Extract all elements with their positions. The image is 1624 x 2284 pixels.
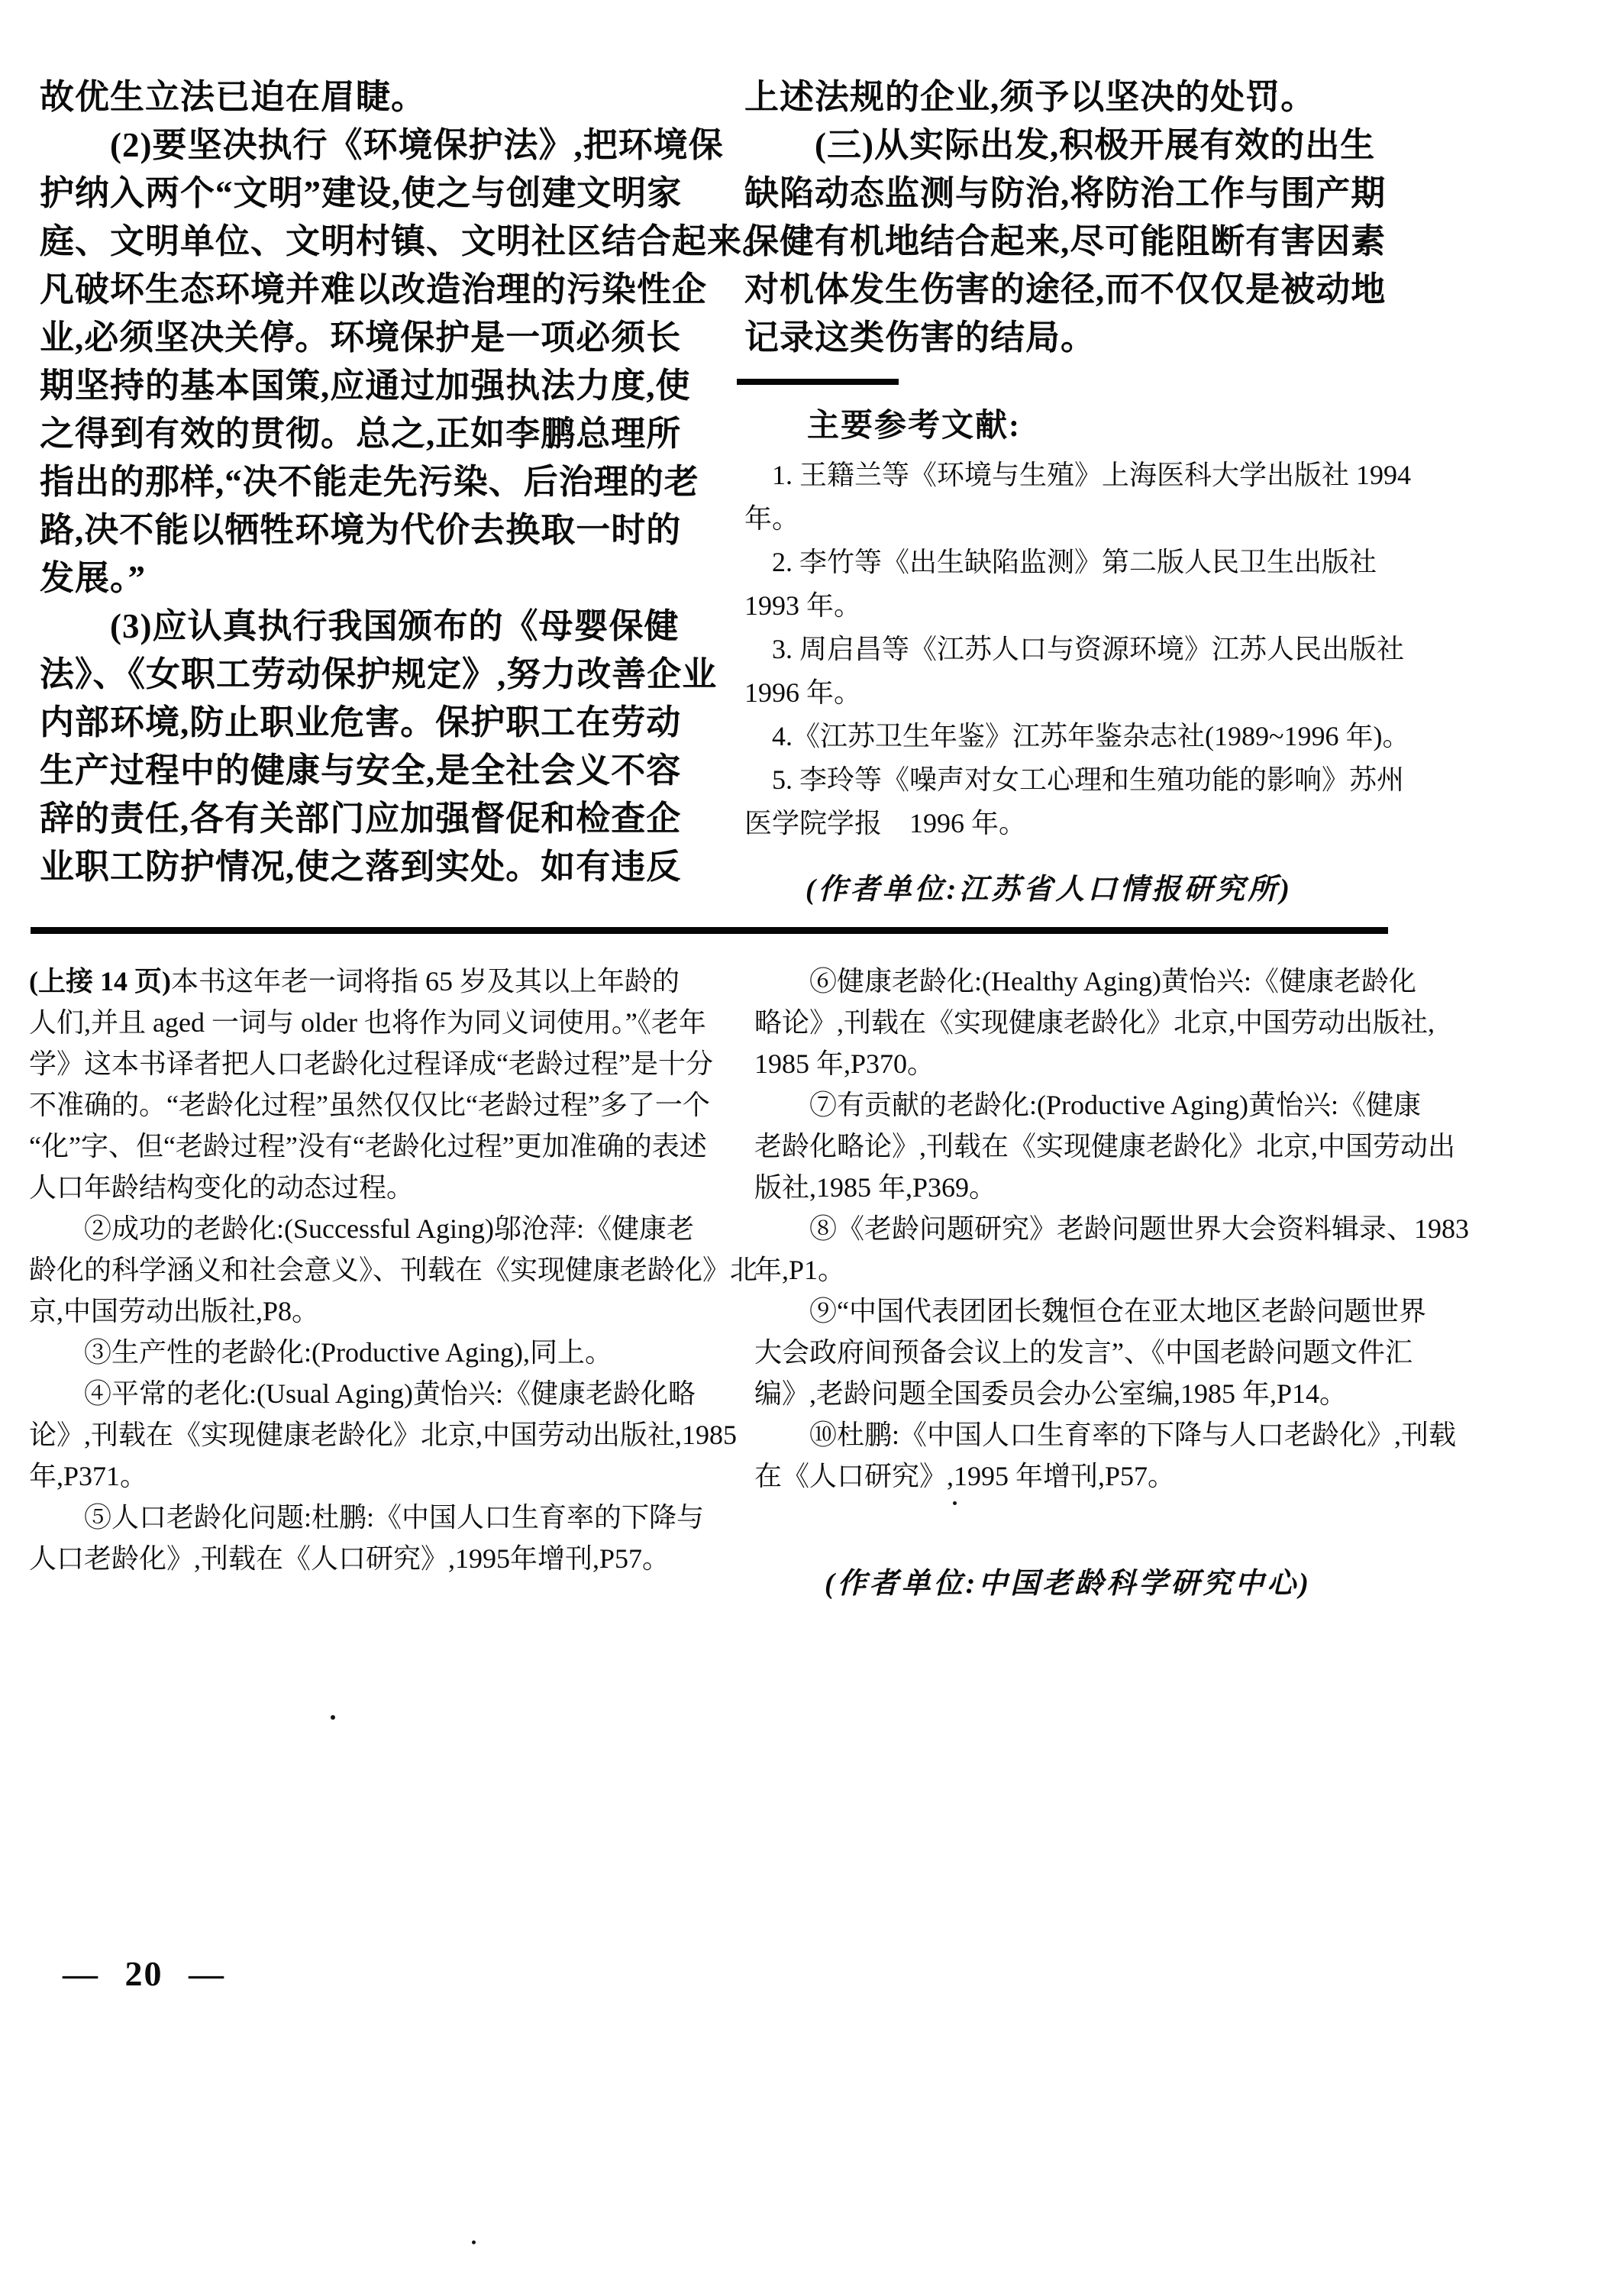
text-line: 4.《江苏卫生年鉴》江苏年鉴杂志社(1989~1996 年)。 xyxy=(744,721,1410,751)
text-line: 龄化的科学涵义和社会意义》、刊载在《实现健康老龄化》北 xyxy=(29,1255,758,1285)
text-line: ⑨“中国代表团团长魏恒仓在亚太地区老龄问题世界 xyxy=(754,1296,1426,1326)
text-line: 老龄化略论》,刊载在《实现健康老龄化》北京,中国劳动出 xyxy=(754,1131,1456,1161)
bottom-left-text-block xyxy=(29,1002,758,1579)
text-line: 上述法规的企业,须予以坚决的处罚。 xyxy=(744,78,1316,116)
text-line: 不准确的。“老龄化过程”虽然仅仅比“老龄过程”多了一个 xyxy=(29,1090,710,1120)
text-line: 2. 李竹等《出生缺陷监测》第二版人民卫生出版社 xyxy=(744,547,1377,577)
text-line: 记录这类伤害的结局。 xyxy=(744,318,1096,357)
bottom-left-column xyxy=(29,961,758,1579)
text-line xyxy=(29,961,733,1002)
top-right-text-block xyxy=(744,73,1386,362)
text-line: 庭、文明单位、文明村镇、文明社区结合起来。 xyxy=(40,222,778,260)
text-line: 年,P1。 xyxy=(754,1255,846,1285)
text-line: 辞的责任,各有关部门应加强督促和检查企 xyxy=(40,800,682,838)
text-line: 生产过程中的健康与安全,是全社会义不容 xyxy=(40,751,682,790)
text-line: ⑩杜鹏:《中国人口生育率的下降与人口老龄化》,刊载 xyxy=(754,1420,1457,1450)
text-line: 凡破坏生态环境并难以改造治理的污染性企 xyxy=(40,270,708,309)
text-line: 法》、《女职工劳动保护规定》,努力改善企业 xyxy=(40,655,718,693)
author-affiliation-right-top: (作者单位:江苏省人口情报研究所) xyxy=(806,874,1293,906)
text-line: 保健有机地结合起来,尽可能阻断有害因素 xyxy=(744,222,1387,260)
text-line: (三)从实际出发,积极开展有效的出生 xyxy=(744,126,1376,164)
text-line: 版社,1985 年,P369。 xyxy=(754,1172,997,1203)
text-line: 1993 年。 xyxy=(744,590,862,621)
text-line: 1996 年。 xyxy=(744,677,862,708)
references-divider-rule xyxy=(737,379,899,385)
page-number: — 20 — xyxy=(63,1954,225,1993)
text-line: 学》这本书译者把人口老龄化过程译成“老龄过程”是十分 xyxy=(29,1048,713,1079)
text-line: 京,中国劳动出版社,P8。 xyxy=(29,1296,320,1326)
scan-artifact-dot xyxy=(472,2240,476,2244)
text-line: ⑤人口老龄化问题:杜鹏:《中国人口生育率的下降与 xyxy=(29,1502,705,1533)
text-line: 1985 年,P370。 xyxy=(754,1048,935,1079)
text-line: 指出的那样,“决不能走先污染、后治理的老 xyxy=(40,463,699,501)
bottom-right-column xyxy=(754,961,1470,1601)
continued-from-page-marker: (上接 14 页) xyxy=(29,966,171,997)
text-line: 人们,并且 aged 一词与 older 也将作为同义词使用。”《老年 xyxy=(29,1007,706,1038)
text-line: ④平常的老化:(Usual Aging)黄怡兴:《健康老龄化略 xyxy=(29,1378,696,1409)
text-line: 发展。” xyxy=(40,559,147,597)
text-line: 故优生立法已迫在眉睫。 xyxy=(40,78,427,116)
text-line: ②成功的老龄化:(Successful Aging)邬沧萍:《健康老 xyxy=(29,1213,694,1244)
text-line: 之得到有效的贯彻。总之,正如李鹏总理所 xyxy=(40,415,682,453)
text-line: 缺陷动态监测与防治,将防治工作与围产期 xyxy=(744,174,1387,212)
text-line: 在《人口研究》,1995 年增刊,P57。 xyxy=(754,1461,1176,1491)
text-line: 略论》,刊载在《实现健康老龄化》北京,中国劳动出版社, xyxy=(754,1007,1435,1038)
text-line: 期坚持的基本国策,应通过加强执法力度,使 xyxy=(40,367,691,405)
text-line: 内部环境,防止职业危害。保护职工在劳动 xyxy=(40,703,682,741)
text-line: “化”字、但“老龄过程”没有“老龄化过程”更加准确的表述 xyxy=(29,1131,707,1161)
text-line-fragment: 本书这年老一词将指 65 岁及其以上年龄的 xyxy=(170,966,680,997)
text-line: 5. 李玲等《噪声对女工心理和生殖功能的影响》苏州 xyxy=(744,764,1405,795)
text-line: 编》,老龄问题全国委员会办公室编,1985 年,P14。 xyxy=(754,1378,1348,1409)
text-line: 论》,刊载在《实现健康老龄化》北京,中国劳动出版社,1985 xyxy=(29,1420,738,1450)
author-affiliation-right-bottom: (作者单位:中国老龄科学研究中心) xyxy=(825,1568,1312,1600)
text-line: 业职工防护情况,使之落到实处。如有违反 xyxy=(40,848,682,886)
text-line: ③生产性的老龄化:(Productive Aging),同上。 xyxy=(29,1337,612,1368)
text-line: 人口年龄结构变化的动态过程。 xyxy=(29,1172,415,1203)
text-line: 医学院学报 1996 年。 xyxy=(744,808,1027,838)
text-line: 路,决不能以牺牲环境为代价去换取一时的 xyxy=(40,511,682,549)
text-line: ⑦有贡献的老龄化:(Productive Aging)黄怡兴:《健康 xyxy=(754,1090,1421,1120)
text-line: 人口老龄化》,刊载在《人口研究》,1995年增刊,P57。 xyxy=(29,1543,670,1574)
text-line: ⑥健康老龄化:(Healthy Aging)黄怡兴:《健康老龄化 xyxy=(754,966,1416,997)
text-line: 3. 周启昌等《江苏人口与资源环境》江苏人民出版社 xyxy=(744,634,1405,664)
references-list xyxy=(744,454,1412,845)
top-right-column xyxy=(744,73,1412,907)
scan-artifact-dot xyxy=(331,1715,335,1720)
text-line: (3)应认真执行我国颁布的《母婴保健 xyxy=(40,607,680,645)
text-line: 年。 xyxy=(744,503,800,534)
text-line: 护纳入两个“文明”建设,使之与创建文明家 xyxy=(40,174,683,212)
references-heading: 主要参考文献: xyxy=(807,409,1021,444)
text-line: 对机体发生伤害的途径,而不仅仅是被动地 xyxy=(744,270,1387,309)
top-left-column xyxy=(40,73,778,891)
text-line: ⑧《老龄问题研究》老龄问题世界大会资料辑录、1983 xyxy=(754,1213,1470,1244)
text-line: 大会政府间预备会议上的发言”、《中国老龄问题文件汇 xyxy=(754,1337,1413,1368)
text-line: (2)要坚决执行《环境保护法》,把环境保 xyxy=(40,126,724,164)
text-line: 1. 王籍兰等《环境与生殖》上海医科大学出版社 1994 xyxy=(744,460,1412,490)
text-line: 年,P371。 xyxy=(29,1461,148,1491)
page-section-divider-rule xyxy=(31,927,1388,934)
bottom-right-text-block xyxy=(754,961,1470,1497)
top-left-text-block xyxy=(40,73,778,891)
text-line: 业,必须坚决关停。环境保护是一项必须长 xyxy=(40,318,682,357)
scan-artifact-dot xyxy=(953,1501,957,1505)
